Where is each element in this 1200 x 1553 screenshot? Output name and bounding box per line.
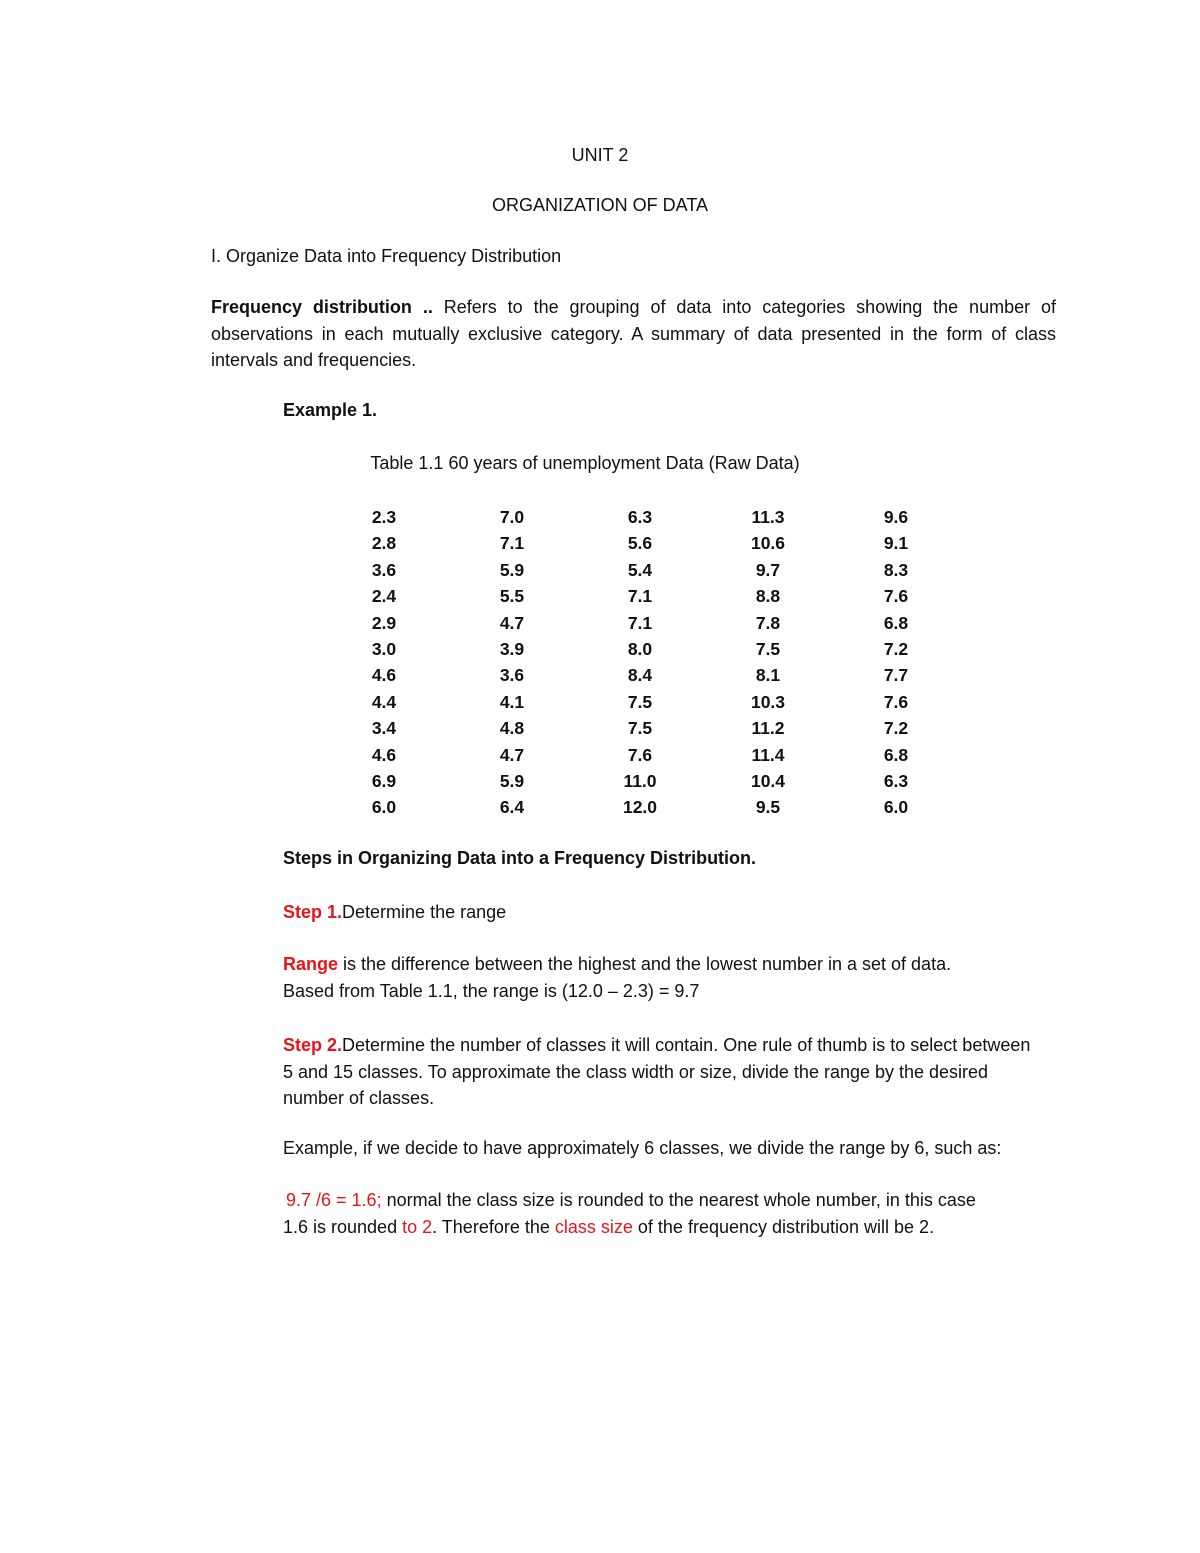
- table-cell: 4.8: [499, 718, 525, 739]
- raw-data-table: [320, 504, 960, 821]
- calc-line2-c: of the frequency distribution will be 2.: [632, 1217, 935, 1237]
- table-cell: 5.5: [499, 586, 525, 607]
- table-cell: 6.8: [883, 612, 909, 633]
- step-2: [283, 1032, 1043, 1112]
- table-cell: 4.6: [371, 744, 397, 765]
- table-cell: 7.1: [627, 612, 653, 633]
- unit-title: UNIT 2: [571, 145, 629, 165]
- table-cell: 4.7: [499, 612, 525, 633]
- calc-class-size-term: class size: [554, 1217, 633, 1237]
- step-1: [283, 902, 506, 923]
- table-cell: 11.0: [623, 771, 657, 792]
- table-cell: 7.5: [755, 639, 781, 660]
- table-cell: 10.6: [750, 533, 786, 554]
- table-cell: 3.9: [499, 639, 525, 660]
- table-cell: 5.4: [627, 559, 653, 580]
- table-cell: 3.0: [371, 639, 397, 660]
- table-cell: 9.7: [755, 559, 781, 580]
- table-cell: 5.6: [627, 533, 653, 554]
- step-2-text: Determine the number of classes it will contain. One rule of thumb is to select between 5 and 15 classes. To approximate the class width or size, divide the range by the desired number of classes.: [283, 1035, 1031, 1108]
- table-cell: 6.9: [371, 771, 397, 792]
- table-row: [320, 530, 960, 556]
- table-row: [320, 742, 960, 768]
- table-cell: 11.4: [751, 744, 785, 765]
- table-caption: Table 1.1 60 years of unemployment Data (Raw Data): [370, 453, 800, 473]
- step-1-text: Determine the range: [342, 902, 507, 922]
- table-cell: 9.5: [755, 797, 781, 818]
- table-cell: 7.6: [627, 744, 653, 765]
- table-cell: 2.4: [371, 586, 397, 607]
- subheading: I. Organize Data into Frequency Distribution: [211, 246, 562, 266]
- table-row: [320, 689, 960, 715]
- table-cell: 4.4: [371, 691, 397, 712]
- table-cell: 3.6: [371, 559, 397, 580]
- table-cell: 5.9: [499, 559, 525, 580]
- range-term: Range: [283, 954, 339, 974]
- table-cell: 8.1: [755, 665, 781, 686]
- class-size-calc-line-1: [286, 1190, 976, 1211]
- table-cell: 6.4: [499, 797, 525, 818]
- table-cell: 7.2: [883, 718, 909, 739]
- class-size-calc-line-2: [283, 1217, 934, 1238]
- table-cell: 10.3: [750, 691, 786, 712]
- table-cell: 7.5: [627, 718, 653, 739]
- table-cell: 6.0: [371, 797, 397, 818]
- calc-formula: 9.7 /6 = 1.6;: [286, 1190, 382, 1210]
- table-row: [320, 794, 960, 820]
- table-cell: 2.3: [371, 507, 397, 527]
- table-row: [320, 662, 960, 688]
- table-cell: 8.0: [627, 639, 653, 660]
- table-cell: 8.4: [627, 665, 653, 686]
- table-cell: 7.5: [627, 691, 653, 712]
- table-cell: 7.1: [499, 533, 525, 554]
- table-cell: 7.6: [883, 586, 909, 607]
- table-cell: 9.6: [883, 507, 909, 527]
- table-row: [320, 715, 960, 741]
- table-cell: 4.7: [499, 744, 525, 765]
- range-text: is the difference between the highest and the lowest number in a set of data.: [338, 954, 952, 974]
- table-row: [320, 610, 960, 636]
- calc-rounded-value: to 2: [402, 1217, 433, 1237]
- range-calculation: Based from Table 1.1, the range is (12.0 – 2.3) = 9.7: [283, 981, 700, 1001]
- raw-data-table-body: [320, 504, 960, 821]
- table-cell: 11.2: [751, 718, 785, 739]
- table-cell: 11.3: [751, 507, 785, 527]
- table-row: [320, 768, 960, 794]
- definition-text: Refers to the grouping of data into categories showing the number of observations in each mutually exclusive category. A summary of data presented in the form of class intervals and frequencies.: [211, 297, 1057, 370]
- definition-paragraph: [211, 294, 1056, 374]
- table-cell: 3.4: [371, 718, 397, 739]
- table-cell: 5.9: [499, 771, 525, 792]
- steps-heading: Steps in Organizing Data into a Frequency Distribution.: [283, 848, 757, 868]
- table-cell: 7.2: [883, 639, 909, 660]
- table-cell: 7.1: [627, 586, 653, 607]
- table-cell: 3.6: [499, 665, 525, 686]
- calc-text: normal the class size is rounded to the nearest whole number, in this case: [381, 1190, 976, 1210]
- step-1-label: Step 1.: [283, 902, 343, 922]
- example-label: Example 1.: [283, 400, 378, 420]
- table-cell: 7.7: [883, 665, 909, 686]
- table-row: [320, 504, 960, 530]
- table-cell: 9.1: [883, 533, 909, 554]
- table-cell: 7.0: [499, 507, 525, 527]
- definition-term: Frequency distribution ..: [211, 297, 433, 317]
- table-row: [320, 636, 960, 662]
- table-cell: 6.3: [883, 771, 909, 792]
- table-cell: 6.8: [883, 744, 909, 765]
- table-cell: 10.4: [750, 771, 786, 792]
- table-cell: 2.8: [371, 533, 397, 554]
- table-cell: 8.3: [883, 559, 909, 580]
- calc-line2-a: 1.6 is rounded: [283, 1217, 403, 1237]
- table-row: [320, 583, 960, 609]
- table-cell: 12.0: [622, 797, 658, 818]
- table-cell: 4.1: [499, 691, 525, 712]
- step-2-label: Step 2.: [283, 1035, 343, 1055]
- table-cell: 7.6: [883, 691, 909, 712]
- table-cell: 2.9: [371, 612, 397, 633]
- section-title: ORGANIZATION OF DATA: [492, 195, 708, 215]
- table-cell: 4.6: [371, 665, 397, 686]
- table-cell: 6.3: [627, 507, 653, 527]
- table-row: [320, 557, 960, 583]
- table-cell: 6.0: [883, 797, 909, 818]
- calc-line2-b: . Therefore the: [432, 1217, 555, 1237]
- table-cell: 8.8: [755, 586, 781, 607]
- range-definition: [283, 954, 951, 975]
- example-classes-text: Example, if we decide to have approximately 6 classes, we divide the range by 6, such as:: [283, 1138, 1002, 1158]
- table-cell: 7.8: [755, 612, 781, 633]
